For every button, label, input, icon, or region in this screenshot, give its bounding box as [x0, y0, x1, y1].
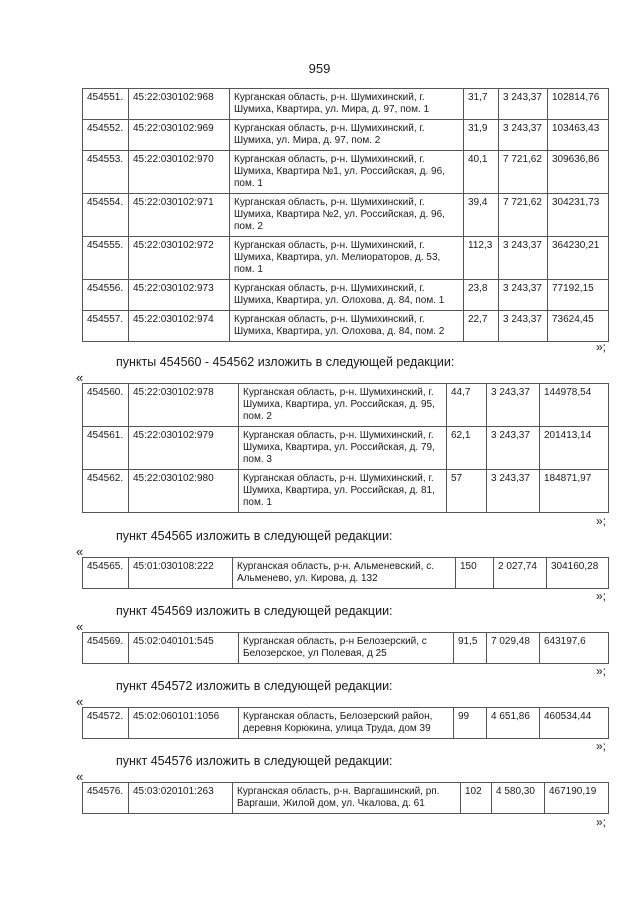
unit-price-cell: 3 243,37	[487, 470, 540, 513]
cadastral-number-cell: 45:22:030102:973	[129, 280, 230, 311]
unit-price-cell: 3 243,37	[487, 427, 540, 470]
address-cell: Курганская область, р-н. Шумихинский, г. Шумиха, Квартира №1, ул. Российская, д. 96, пом. 1	[230, 151, 464, 194]
address-cell: Курганская область, р-н. Шумихинский, г. Шумиха, Квартира, ул. Олохова, д. 84, пом. 1	[230, 280, 464, 311]
area-cell: 23,8	[464, 280, 499, 311]
unit-price-cell: 7 029,48	[487, 633, 540, 664]
table-row	[83, 120, 609, 151]
cadastral-number-cell: 45:03:020101:263	[129, 783, 233, 814]
area-cell: 91,5	[454, 633, 487, 664]
cadastral-number-cell: 45:22:030102:968	[129, 89, 230, 120]
table-row	[83, 151, 609, 194]
area-cell: 150	[456, 558, 494, 589]
property-table-3	[82, 557, 609, 589]
address-cell: Курганская область, р-н Белозерский, с Белозерское, ул Полевая, д 25	[239, 633, 454, 664]
property-table-1	[82, 88, 609, 342]
cadastral-value-cell: 77192,15	[548, 280, 609, 311]
amendment-intro: пункт 454565 изложить в следующей редакции:	[116, 529, 393, 543]
cadastral-value-cell: 73624,45	[548, 311, 609, 342]
table-body	[83, 633, 609, 664]
address-cell: Курганская область, Белозерский район, деревня Корюкина, улица Труда, дом 39	[239, 708, 454, 739]
table-row	[83, 427, 609, 470]
cadastral-number-cell: 45:01:030108:222	[129, 558, 233, 589]
unit-price-cell: 3 243,37	[487, 384, 540, 427]
table-row	[83, 708, 609, 739]
row-number-cell: 454572.	[83, 708, 129, 739]
cadastral-number-cell: 45:22:030102:978	[129, 384, 239, 427]
cadastral-number-cell: 45:02:060101:1056	[129, 708, 239, 739]
table-row	[83, 633, 609, 664]
opening-quote: «	[76, 619, 84, 634]
row-number-cell: 454569.	[83, 633, 129, 664]
address-cell: Курганская область, р-н. Шумихинский, г. Шумиха, Квартира, ул. Олохова, д. 84, пом. 2	[230, 311, 464, 342]
amendment-intro: пункт 454569 изложить в следующей редакции:	[116, 604, 393, 618]
table-row	[83, 783, 609, 814]
unit-price-cell: 4 580,30	[492, 783, 545, 814]
cadastral-number-cell: 45:02:040101:545	[129, 633, 239, 664]
table-body	[83, 89, 609, 342]
area-cell: 22,7	[464, 311, 499, 342]
unit-price-cell: 4 651,86	[487, 708, 540, 739]
cadastral-number-cell: 45:22:030102:979	[129, 427, 239, 470]
property-table-5	[82, 707, 609, 739]
cadastral-value-cell: 309636,86	[548, 151, 609, 194]
row-number-cell: 454557.	[83, 311, 129, 342]
area-cell: 40,1	[464, 151, 499, 194]
address-cell: Курганская область, р-н. Шумихинский, г. Шумиха, Квартира, ул. Российская, д. 95, пом. 2	[239, 384, 447, 427]
property-table-2	[82, 383, 609, 513]
area-cell: 57	[447, 470, 487, 513]
table-row	[83, 470, 609, 513]
address-cell: Курганская область, р-н. Шумихинский, г. Шумиха, Квартира, ул. Российская, д. 81, пом. 1	[239, 470, 447, 513]
unit-price-cell: 3 243,37	[499, 89, 548, 120]
closing-quote: »;	[596, 340, 607, 354]
closing-quote: »;	[596, 664, 607, 678]
amendment-intro: пункт 454572 изложить в следующей редакции:	[116, 679, 393, 693]
table-body	[83, 384, 609, 513]
address-cell: Курганская область, р-н. Варгашинский, рп. Варгаши, Жилой дом, ул. Чкалова, д. 61	[233, 783, 461, 814]
cadastral-value-cell: 184871,97	[540, 470, 609, 513]
cadastral-number-cell: 45:22:030102:974	[129, 311, 230, 342]
address-cell: Курганская область, р-н. Шумихинский, г. Шумиха, Квартира, ул. Российская, д. 79, пом. 3	[239, 427, 447, 470]
cadastral-value-cell: 467190,19	[545, 783, 609, 814]
cadastral-number-cell: 45:22:030102:980	[129, 470, 239, 513]
area-cell: 39,4	[464, 194, 499, 237]
page-number: 959	[308, 61, 331, 76]
unit-price-cell: 3 243,37	[499, 237, 548, 280]
table-row	[83, 237, 609, 280]
area-cell: 102	[461, 783, 492, 814]
cadastral-value-cell: 460534,44	[540, 708, 609, 739]
cadastral-value-cell: 102814,76	[548, 89, 609, 120]
row-number-cell: 454565.	[83, 558, 129, 589]
amendment-intro: пункты 454560 - 454562 изложить в следующей редакции:	[116, 355, 455, 369]
table-row	[83, 280, 609, 311]
property-table-6	[82, 782, 609, 814]
table-row	[83, 89, 609, 120]
opening-quote: «	[76, 544, 84, 559]
table-row	[83, 384, 609, 427]
area-cell: 31,7	[464, 89, 499, 120]
cadastral-number-cell: 45:22:030102:972	[129, 237, 230, 280]
cadastral-value-cell: 103463,43	[548, 120, 609, 151]
row-number-cell: 454561.	[83, 427, 129, 470]
row-number-cell: 454554.	[83, 194, 129, 237]
opening-quote: «	[76, 694, 84, 709]
table-row	[83, 558, 609, 589]
address-cell: Курганская область, р-н. Шумихинский, г. Шумиха, Квартира, ул. Мелиораторов, д. 53, пом. 1	[230, 237, 464, 280]
cadastral-value-cell: 201413,14	[540, 427, 609, 470]
closing-quote: »;	[596, 589, 607, 603]
closing-quote: »;	[596, 815, 607, 829]
row-number-cell: 454576.	[83, 783, 129, 814]
table-body	[83, 783, 609, 814]
cadastral-number-cell: 45:22:030102:970	[129, 151, 230, 194]
opening-quote: «	[76, 769, 84, 784]
cadastral-value-cell: 364230,21	[548, 237, 609, 280]
amendment-intro: пункт 454576 изложить в следующей редакции:	[116, 754, 393, 768]
address-cell: Курганская область, р-н. Шумихинский, г. Шумиха, Квартира №2, ул. Российская, д. 96, пом. 2	[230, 194, 464, 237]
table-body	[83, 708, 609, 739]
closing-quote: »;	[596, 739, 607, 753]
property-table-4	[82, 632, 609, 664]
area-cell: 62,1	[447, 427, 487, 470]
address-cell: Курганская область, р-н. Шумихинский, г. Шумиха, Квартира, ул. Мира, д. 97, пом. 1	[230, 89, 464, 120]
cadastral-number-cell: 45:22:030102:969	[129, 120, 230, 151]
unit-price-cell: 2 027,74	[494, 558, 547, 589]
unit-price-cell: 7 721,62	[499, 151, 548, 194]
table-row	[83, 311, 609, 342]
area-cell: 44,7	[447, 384, 487, 427]
table-body	[83, 558, 609, 589]
area-cell: 31,9	[464, 120, 499, 151]
unit-price-cell: 3 243,37	[499, 280, 548, 311]
address-cell: Курганская область, р-н. Альменевский, с. Альменево, ул. Кирова, д. 132	[233, 558, 456, 589]
unit-price-cell: 3 243,37	[499, 311, 548, 342]
closing-quote: »;	[596, 514, 607, 528]
row-number-cell: 454560.	[83, 384, 129, 427]
cadastral-value-cell: 144978,54	[540, 384, 609, 427]
unit-price-cell: 7 721,62	[499, 194, 548, 237]
row-number-cell: 454551.	[83, 89, 129, 120]
table-row	[83, 194, 609, 237]
row-number-cell: 454555.	[83, 237, 129, 280]
unit-price-cell: 3 243,37	[499, 120, 548, 151]
address-cell: Курганская область, р-н. Шумихинский, г. Шумиха, ул. Мира, д. 97, пом. 2	[230, 120, 464, 151]
cadastral-value-cell: 304231,73	[548, 194, 609, 237]
row-number-cell: 454556.	[83, 280, 129, 311]
cadastral-value-cell: 304160,28	[547, 558, 609, 589]
area-cell: 112,3	[464, 237, 499, 280]
opening-quote: «	[76, 370, 84, 385]
row-number-cell: 454552.	[83, 120, 129, 151]
row-number-cell: 454553.	[83, 151, 129, 194]
row-number-cell: 454562.	[83, 470, 129, 513]
area-cell: 99	[454, 708, 487, 739]
cadastral-number-cell: 45:22:030102:971	[129, 194, 230, 237]
cadastral-value-cell: 643197,6	[540, 633, 609, 664]
